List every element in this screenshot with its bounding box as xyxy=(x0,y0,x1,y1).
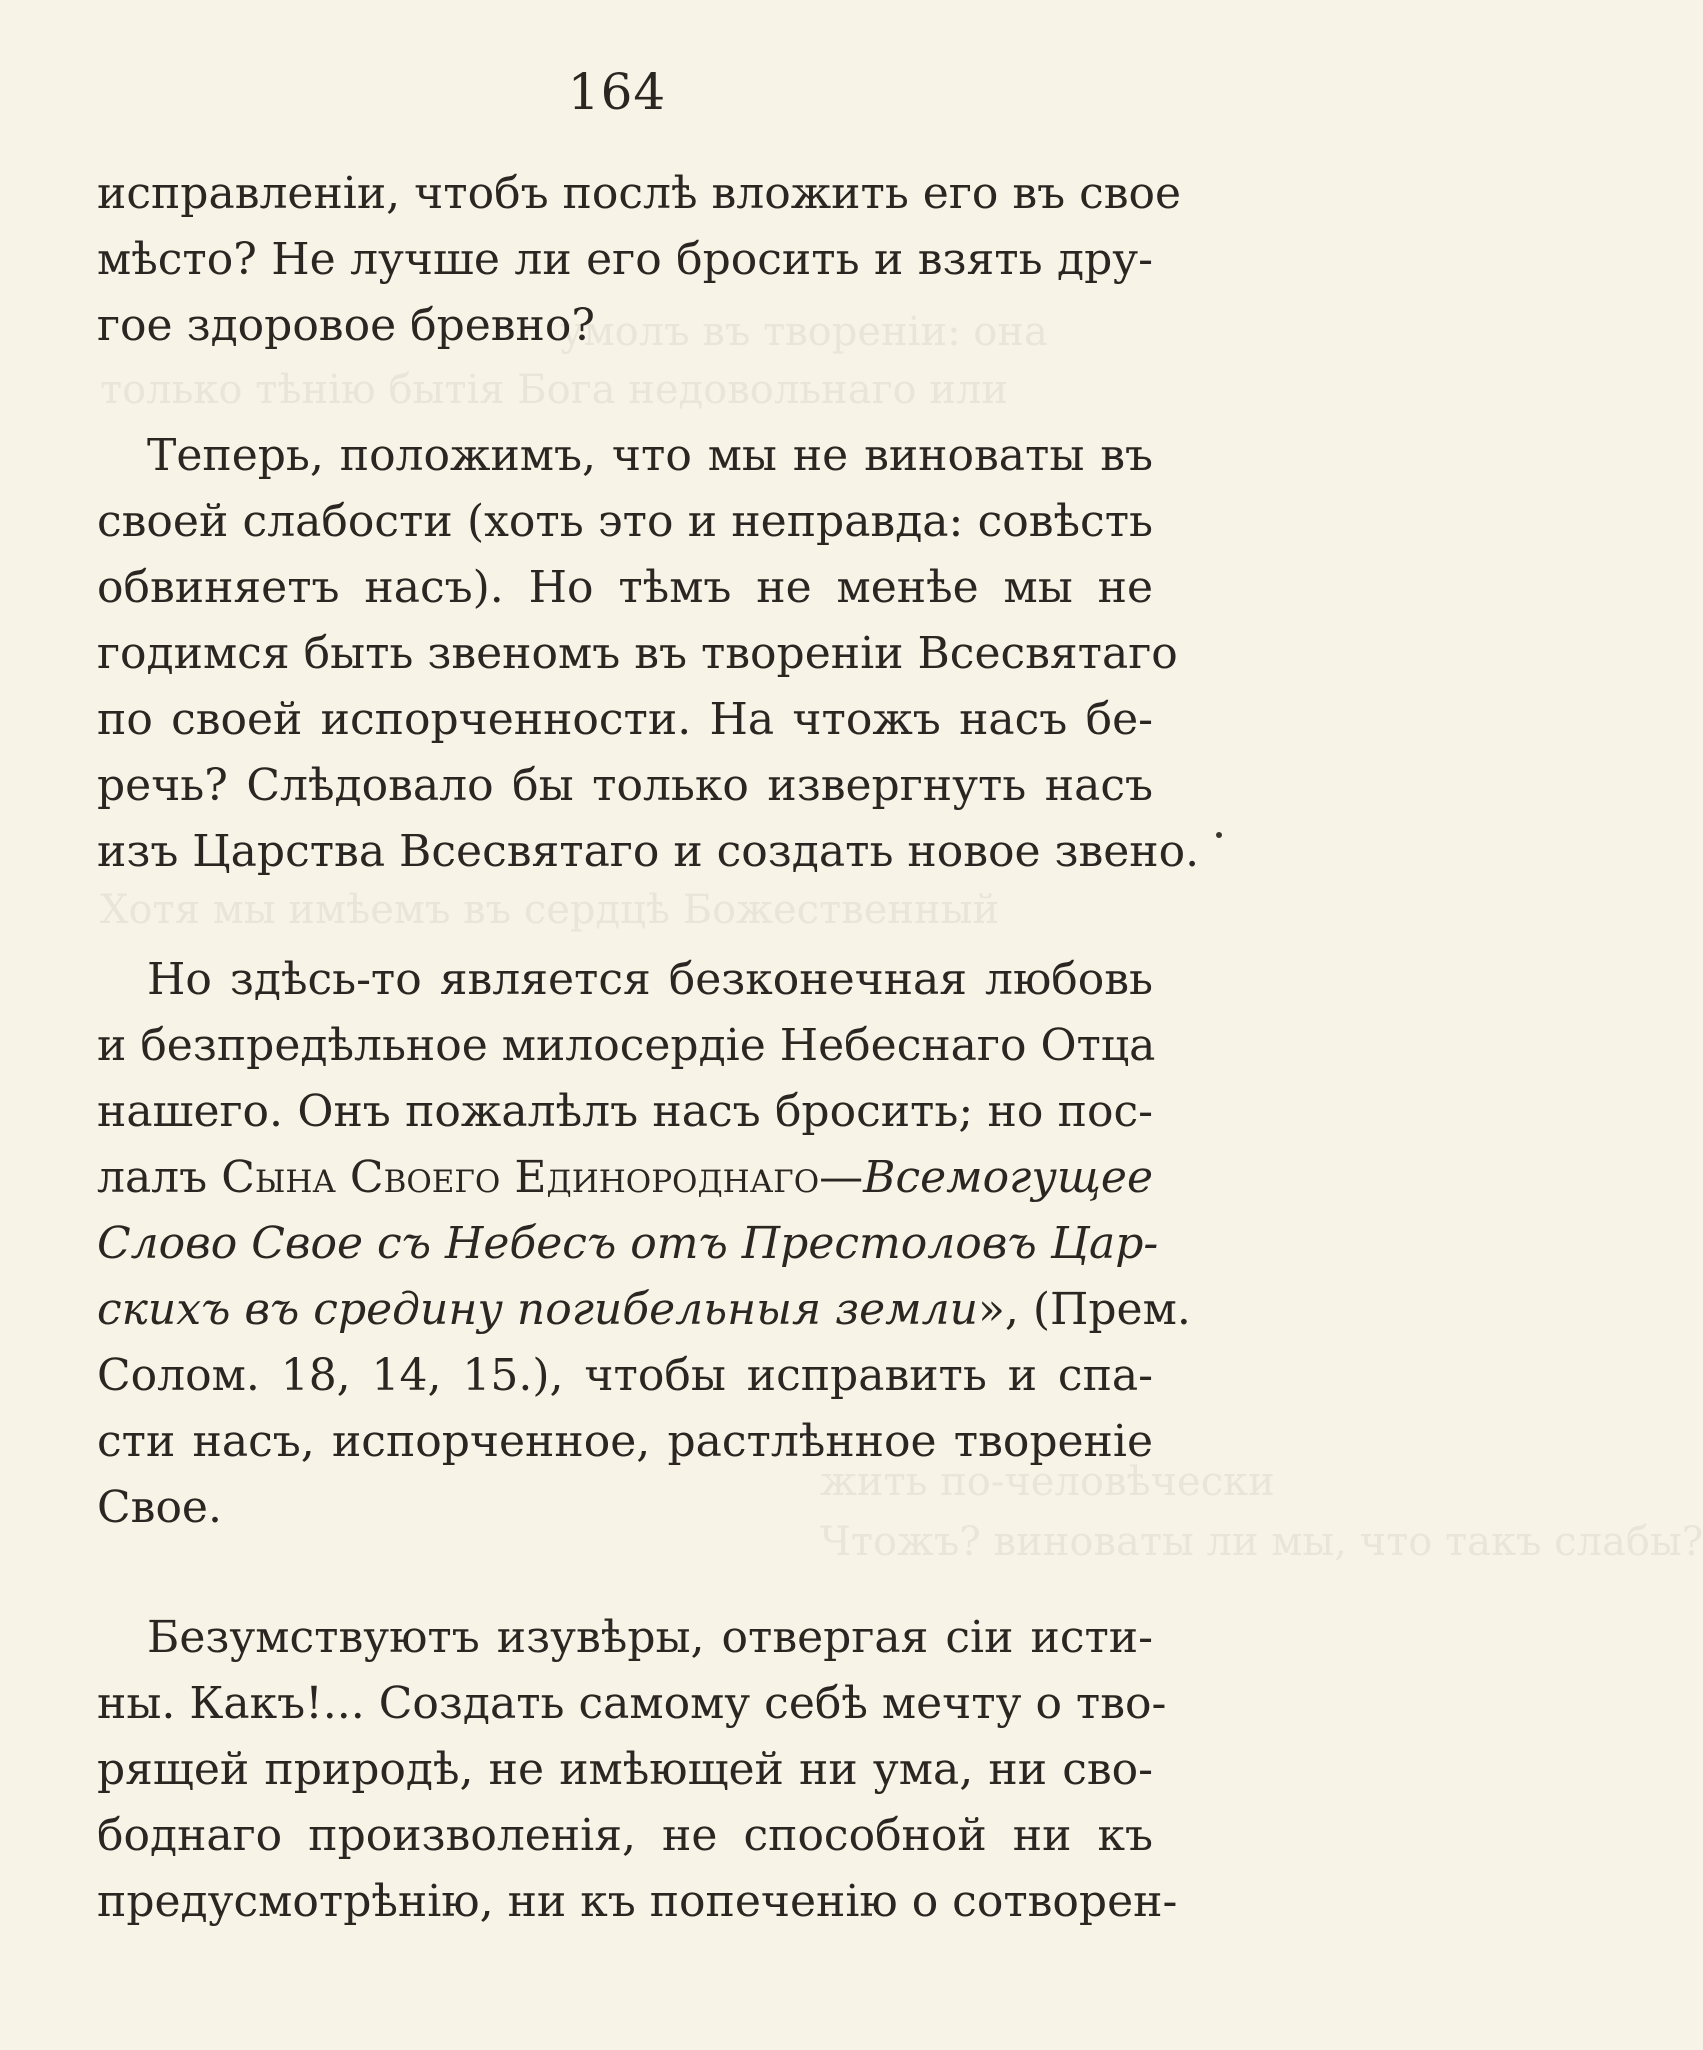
bleed-through-line: жить по-человѣчески xyxy=(820,1459,1275,1505)
text-line: Свое. xyxy=(97,1482,222,1533)
text-run: лалъ xyxy=(97,1152,222,1203)
text-line: Безумствуютъ изувѣры, отвергая сіи исти- xyxy=(147,1612,1153,1663)
text-line: сти насъ, испорченное, растлѣнное твореніе xyxy=(97,1416,1153,1467)
text-line: Солом. 18, 14, 15.), чтобы исправить и спа- xyxy=(97,1350,1153,1401)
text-line: гое здоровое бревно? xyxy=(97,300,595,351)
page-number: 164 xyxy=(567,63,667,121)
text-line xyxy=(97,1146,1153,1210)
italic-quote-run: скихъ въ средину погибельныя земли xyxy=(97,1284,978,1335)
margin-speck xyxy=(1216,832,1222,838)
italic-quote-run: Всемогущее xyxy=(863,1152,1153,1203)
small-caps-run: Сына Своего Единороднаго xyxy=(221,1152,820,1203)
text-line: речь? Слѣдовало бы только извергнуть насъ xyxy=(97,760,1153,811)
text-line: ны. Какъ!... Создать самому себѣ мечту о тво- xyxy=(97,1678,1167,1729)
bleed-through-line: умолъ въ твореніи: она xyxy=(560,309,1048,355)
dash-run: — xyxy=(819,1152,864,1203)
bleed-through-line: Хотя мы имѣемъ въ сердцѣ Божественный xyxy=(100,887,1000,933)
citation-run: », (Прем. xyxy=(977,1284,1191,1335)
italic-quote-line: Слово Свое съ Небесъ отъ Престоловъ Цар- xyxy=(97,1218,1159,1269)
text-line: изъ Царства Всесвятаго и создать новое звено. xyxy=(97,826,1200,877)
text-line: Но здѣсь-то является безконечная любовь xyxy=(147,954,1153,1005)
text-line xyxy=(97,1278,1191,1342)
text-line: боднаго произволенія, не способной ни къ xyxy=(97,1810,1153,1861)
text-line: предусмотрѣнію, ни къ попеченію о сотворен- xyxy=(97,1876,1178,1927)
text-line: исправленіи, чтобъ послѣ вложить его въ свое xyxy=(97,168,1182,219)
text-line: рящей природѣ, не имѣющей ни ума, ни сво- xyxy=(97,1744,1153,1795)
text-line: мѣсто? Не лучше ли его бросить и взять дру- xyxy=(97,234,1153,285)
text-line: нашего. Онъ пожалѣлъ насъ бросить; но пос- xyxy=(97,1086,1153,1137)
text-line: Теперь, положимъ, что мы не виноваты въ xyxy=(147,430,1153,481)
text-line: по своей испорченности. На чтожъ насъ бе- xyxy=(97,694,1153,745)
bleed-through-line: Чтожъ? виноваты ли мы, что такъ слабы? xyxy=(820,1519,1703,1565)
text-line: годимся быть звеномъ въ твореніи Всесвятаго xyxy=(97,628,1178,679)
text-line: обвиняетъ насъ). Но тѣмъ не менѣе мы не xyxy=(97,562,1153,613)
text-line: и безпредѣльное милосердіе Небеснаго Отца xyxy=(97,1020,1156,1071)
text-line: своей слабости (хоть это и неправда: совѣсть xyxy=(97,496,1153,547)
bleed-through-line: только тѣнію бытія Бога недовольнаго или xyxy=(100,367,1009,413)
